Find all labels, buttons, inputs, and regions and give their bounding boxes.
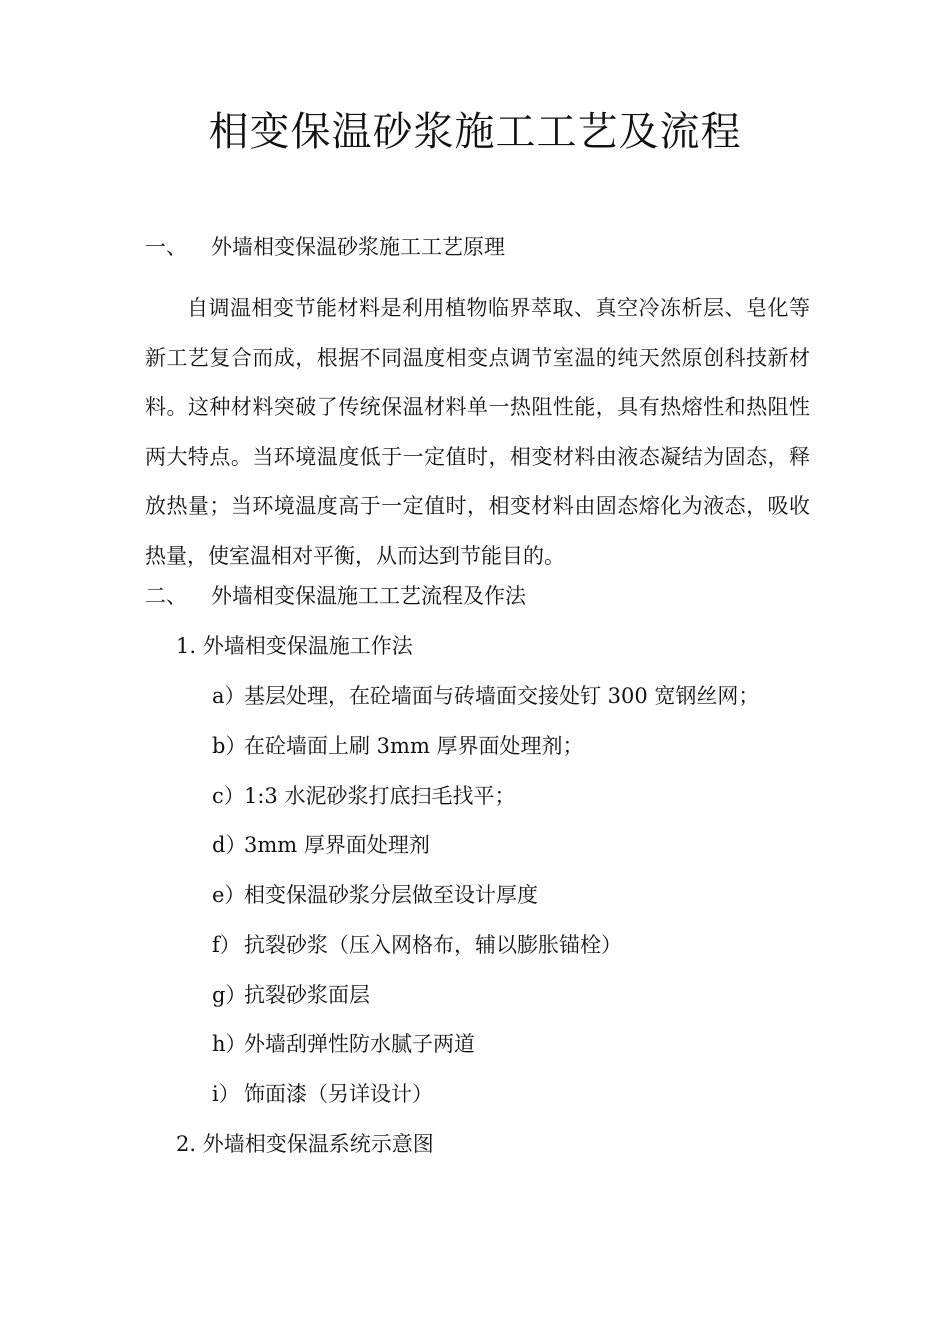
- step-letter: g）: [212, 983, 247, 1007]
- step-text: 外墙刮弹性防水腻子两道: [244, 1032, 475, 1056]
- step-letter: c）: [212, 784, 245, 808]
- step-text: 1:3 水泥砂浆打底扫毛找平；: [244, 784, 516, 808]
- step-text: 抗裂砂浆面层: [244, 983, 370, 1007]
- section-1-heading: [145, 233, 505, 261]
- step-text: 饰面漆（另详设计）: [244, 1082, 433, 1106]
- step-letter: h）: [212, 1032, 247, 1056]
- step-item-c: [212, 782, 515, 810]
- step-letter: f）: [212, 933, 241, 957]
- step-item-e: [212, 881, 538, 909]
- step-letter: e）: [212, 883, 246, 907]
- step-text: 在砼墙面上刷 3mm 厚界面处理剂；: [244, 734, 584, 758]
- step-letter: d）: [212, 833, 247, 857]
- document-title: 相变保温砂浆施工工艺及流程: [208, 109, 742, 155]
- step-item-b: [212, 732, 584, 760]
- step-item-g: [212, 981, 370, 1009]
- step-text: 相变保温砂浆分层做至设计厚度: [244, 883, 538, 907]
- section-2-number: 二、: [145, 584, 187, 608]
- section-1-number: 一、: [145, 235, 187, 259]
- section-1-title: 外墙相变保温砂浆施工工艺原理: [211, 235, 505, 259]
- subsection-2-title: 2. 外墙相变保温系统示意图: [176, 1132, 434, 1156]
- step-text: 3mm 厚界面处理剂: [244, 833, 430, 857]
- step-item-d: [212, 831, 430, 859]
- step-item-i: [212, 1080, 433, 1108]
- step-text: 抗裂砂浆（压入网格布，辅以膨胀锚栓）: [244, 933, 622, 957]
- section-1-paragraph: 自调温相变节能材料是利用植物临界萃取、真空冷冻析层、皂化等新工艺复合而成，根据不同温度相变点调节室温的纯天然原创科技新材料。这种材料突破了传统保温材料单一热阻性能，具有热熔性和热阻性两大特点。当环境温度低于一定值时，相变材料由液态凝结为固态，释放热量；当环境温度高于一定值时，相变材料由固态熔化为液态，吸收热量，使室温相对平衡，从而达到节能目的。: [145, 296, 810, 568]
- step-item-a: [212, 682, 759, 710]
- section-2-heading: [145, 582, 526, 610]
- step-letter: i）: [212, 1082, 240, 1106]
- step-item-h: [212, 1030, 475, 1058]
- section-2-title: 外墙相变保温施工工艺流程及作法: [211, 584, 526, 608]
- step-letter: a）: [212, 684, 246, 708]
- step-text: 基层处理，在砼墙面与砖墙面交接处钉 300 宽钢丝网；: [244, 684, 760, 708]
- step-letter: b）: [212, 734, 247, 758]
- subsection-1-title: 1. 外墙相变保温施工作法: [176, 634, 413, 658]
- step-item-f: [212, 931, 622, 959]
